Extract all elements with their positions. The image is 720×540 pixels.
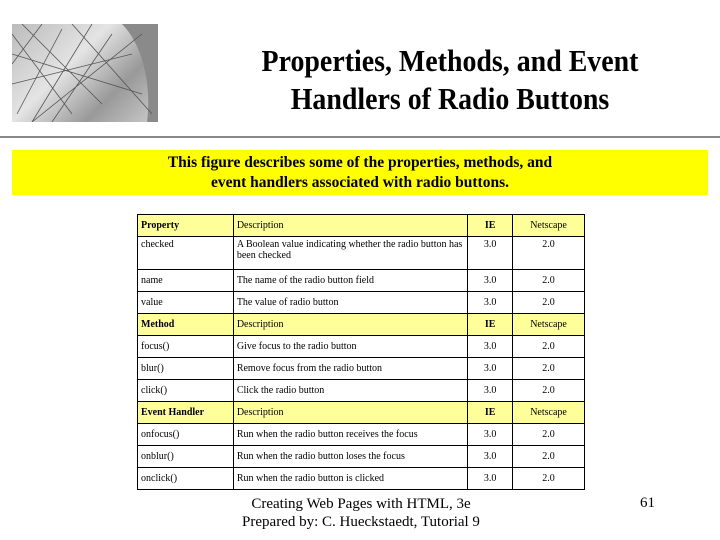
description-cell: A Boolean value indicating whether the radio button has been checked	[233, 237, 467, 270]
netscape-version-cell: Netscape	[513, 402, 585, 424]
ie-version-cell: IE	[468, 215, 513, 237]
footer-line-2: Prepared by: C. Hueckstaedt, Tutorial 9	[242, 514, 480, 530]
description-cell: Run when the radio button loses the focus	[233, 446, 467, 468]
netscape-version-cell: 2.0	[513, 270, 585, 292]
description-cell: Description	[233, 215, 467, 237]
slide-title	[216, 42, 684, 118]
netscape-version-cell: 2.0	[513, 336, 585, 358]
table-row	[138, 380, 585, 402]
ie-version-cell: 3.0	[468, 380, 513, 402]
footer-line-1: Creating Web Pages with HTML, 3e	[251, 496, 471, 512]
description-cell: Run when the radio button is clicked	[233, 468, 467, 490]
name-cell: value	[138, 292, 234, 314]
banner-line-1: This figure describes some of the properties, methods, and	[167, 154, 553, 171]
description-cell: The name of the radio button field	[233, 270, 467, 292]
description-cell: Description	[233, 314, 467, 336]
table-row	[138, 468, 585, 490]
title-line-2: Handlers of Radio Buttons	[290, 81, 610, 116]
table-header-row	[138, 402, 585, 424]
name-cell: Method	[138, 314, 234, 336]
netscape-version-cell: Netscape	[513, 215, 585, 237]
name-cell: Event Handler	[138, 402, 234, 424]
name-cell: Property	[138, 215, 234, 237]
table-row	[138, 336, 585, 358]
radio-button-reference-table	[137, 214, 585, 490]
ie-version-cell: 3.0	[468, 336, 513, 358]
table-header-row	[138, 215, 585, 237]
description-cell: Run when the radio button receives the focus	[233, 424, 467, 446]
description-cell: Give focus to the radio button	[233, 336, 467, 358]
decorative-photo	[12, 24, 158, 122]
netscape-version-cell: 2.0	[513, 237, 585, 270]
ie-version-cell: IE	[468, 314, 513, 336]
ie-version-cell: 3.0	[468, 270, 513, 292]
name-cell: checked	[138, 237, 234, 270]
netscape-version-cell: Netscape	[513, 314, 585, 336]
name-cell: blur()	[138, 358, 234, 380]
table-header-row	[138, 314, 585, 336]
divider	[0, 136, 720, 138]
table-row	[138, 424, 585, 446]
ie-version-cell: 3.0	[468, 292, 513, 314]
table-row	[138, 237, 585, 270]
netscape-version-cell: 2.0	[513, 424, 585, 446]
name-cell: click()	[138, 380, 234, 402]
name-cell: onclick()	[138, 468, 234, 490]
page-number: 61	[640, 495, 655, 511]
table-row	[138, 446, 585, 468]
name-cell: onblur()	[138, 446, 234, 468]
name-cell: onfocus()	[138, 424, 234, 446]
ie-version-cell: 3.0	[468, 446, 513, 468]
ie-version-cell: 3.0	[468, 468, 513, 490]
banner-line-2: event handlers associated with radio buttons.	[211, 174, 509, 191]
table-row	[138, 292, 585, 314]
table-row	[138, 270, 585, 292]
ie-version-cell: 3.0	[468, 358, 513, 380]
table-row	[138, 358, 585, 380]
netscape-version-cell: 2.0	[513, 358, 585, 380]
ie-version-cell: IE	[468, 402, 513, 424]
netscape-version-cell: 2.0	[513, 446, 585, 468]
footer	[200, 495, 522, 531]
description-cell: Click the radio button	[233, 380, 467, 402]
netscape-version-cell: 2.0	[513, 468, 585, 490]
ie-version-cell: 3.0	[468, 237, 513, 270]
name-cell: name	[138, 270, 234, 292]
description-cell: The value of radio button	[233, 292, 467, 314]
netscape-version-cell: 2.0	[513, 292, 585, 314]
netscape-version-cell: 2.0	[513, 380, 585, 402]
ie-version-cell: 3.0	[468, 424, 513, 446]
description-cell: Description	[233, 402, 467, 424]
caption-banner	[12, 150, 708, 195]
name-cell: focus()	[138, 336, 234, 358]
description-cell: Remove focus from the radio button	[233, 358, 467, 380]
title-line-1: Properties, Methods, and Event	[261, 43, 639, 78]
